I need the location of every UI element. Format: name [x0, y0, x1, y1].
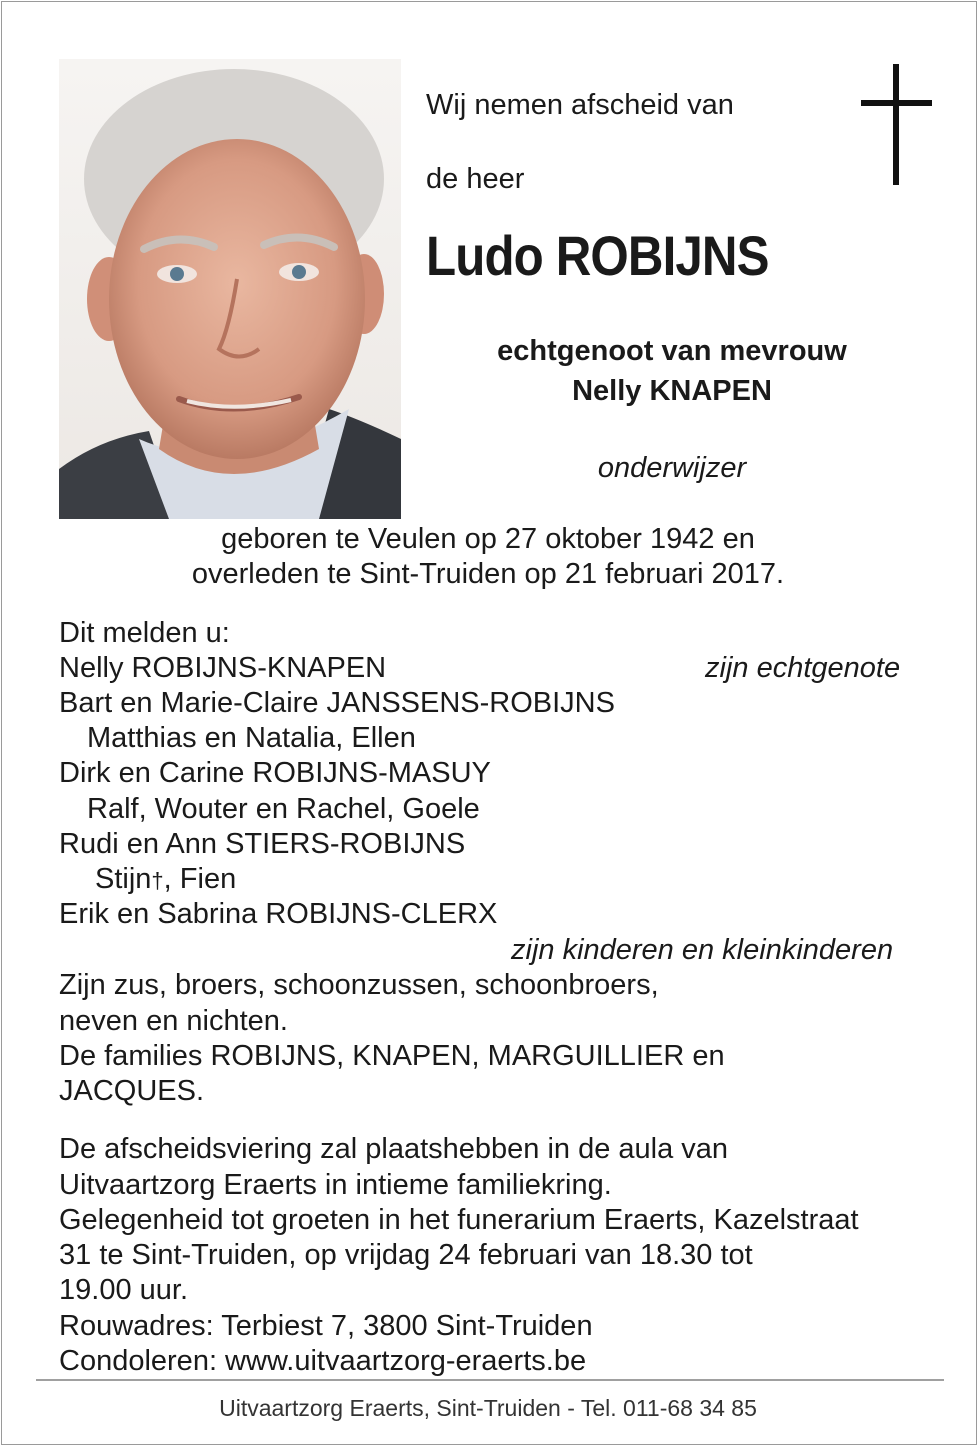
list-item: Dirk en Carine ROBIJNS-MASUY: [59, 757, 491, 789]
family-line: neven en nichten.: [59, 1005, 288, 1037]
list-item: Rudi en Ann STIERS-ROBIJNS: [59, 828, 466, 860]
mourning-address: Rouwadres: Terbiest 7, 3800 Sint-Truiden: [59, 1310, 593, 1342]
list-item: Nelly ROBIJNS-KNAPEN: [59, 652, 387, 684]
death-line: overleden te Sint-Truiden op 21 februari 2017.: [191, 558, 785, 590]
list-item: Bart en Marie-Claire JANSSENS-ROBIJNS: [59, 687, 615, 719]
ceremony-line: Uitvaartzorg Eraerts in intieme familiekring.: [59, 1169, 612, 1201]
cross-icon-bar: [861, 100, 932, 106]
birth-line: geboren te Veulen op 27 oktober 1942 en: [221, 523, 755, 555]
announce-header: Dit melden u:: [59, 617, 230, 649]
profession: onderwijzer: [597, 452, 747, 484]
family-line: De families ROBIJNS, KNAPEN, MARGUILLIER en: [59, 1040, 725, 1072]
cross-icon: [893, 64, 899, 185]
title-prefix: de heer: [426, 163, 525, 195]
list-item: Matthias en Natalia, Ellen: [87, 722, 416, 754]
intro-text: Wij nemen afscheid van: [426, 89, 734, 121]
relation-spouse: zijn echtgenote: [705, 652, 901, 684]
ceremony-line: 31 te Sint-Truiden, op vrijdag 24 februari van 18.30 tot: [59, 1239, 753, 1271]
family-line: Zijn zus, broers, schoonzussen, schoonbroers,: [59, 969, 659, 1001]
grandchild-name-2: , Fien: [163, 863, 237, 895]
ceremony-line: 19.00 uur.: [59, 1274, 188, 1306]
spouse-line-2: Nelly KNAPEN: [572, 375, 772, 407]
ceremony-line: De afscheidsviering zal plaatshebben in de aula van: [59, 1133, 729, 1165]
list-item: [95, 862, 236, 898]
family-line: JACQUES.: [59, 1075, 205, 1107]
footer-text: Uitvaartzorg Eraerts, Sint-Truiden - Tel. 011-68 34 85: [219, 1395, 757, 1421]
condolence-link[interactable]: Condoleren: www.uitvaartzorg-eraerts.be: [59, 1345, 587, 1377]
footer-divider: [36, 1379, 944, 1381]
small-cross-icon: †: [151, 868, 164, 893]
spouse-line-1: echtgenoot van mevrouw: [497, 335, 847, 367]
deceased-name: Ludo ROBIJNS: [426, 224, 769, 287]
ceremony-line: Gelegenheid tot groeten in het funerarium Eraerts, Kazelstraat: [59, 1204, 859, 1236]
relation-children: zijn kinderen en kleinkinderen: [511, 934, 894, 966]
list-item: Erik en Sabrina ROBIJNS-CLERX: [59, 898, 498, 930]
portrait-photo: [59, 59, 401, 519]
grandchild-name: Stijn: [95, 863, 152, 895]
list-item: Ralf, Wouter en Rachel, Goele: [87, 793, 480, 825]
